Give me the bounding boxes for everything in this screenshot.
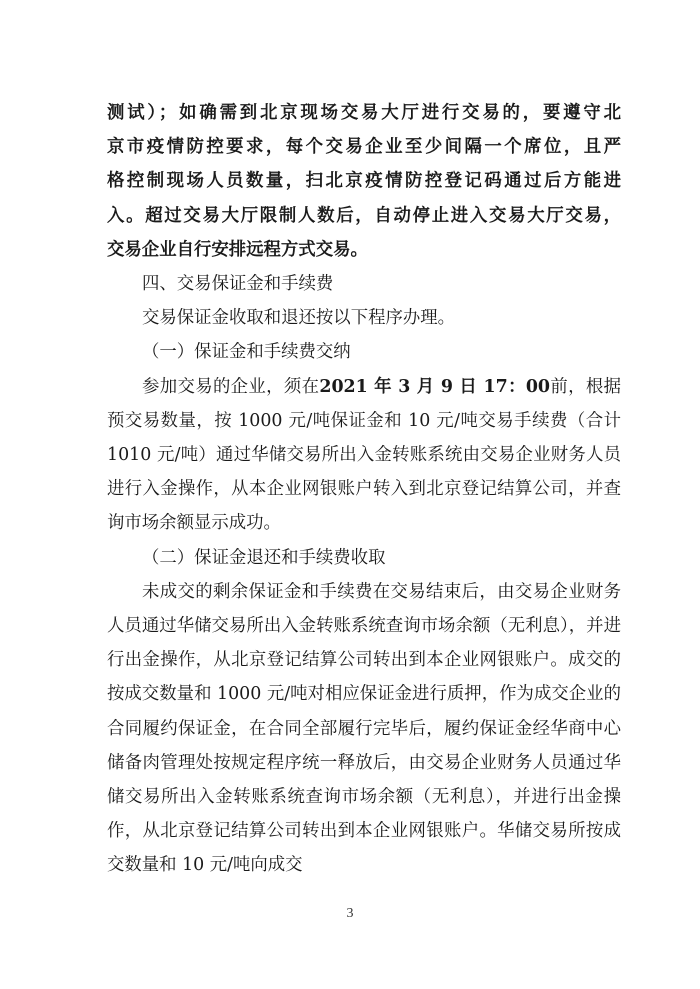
document-body xyxy=(107,96,627,883)
bold-paragraph-line-5: 交易企业自行安排远程方式交易。 xyxy=(107,239,368,260)
bold-paragraph-line-4: 入。超过交易大厅限制人数后，自动停止进入交易大厅交易， xyxy=(107,205,621,226)
subsection-heading-2: （二）保证金退还和手续费收取 xyxy=(142,547,386,568)
deadline-datetime: 2021 年 3 月 9 日 17：00 xyxy=(319,376,551,397)
subsection-heading-1: （一）保证金和手续费交纳 xyxy=(142,342,351,363)
intro-paragraph: 交易保证金收取和退还按以下程序办理。 xyxy=(142,308,456,329)
subsection-1-text-after: 前，根据预交易数量，按 1000 元/吨保证金和 10 元/吨交易手续费（合计 1010 元/吨）通过华储交易所出入金转账系统由交易企业财务人员进行入金操作，从本企业网银账户转入到北京登记结算公司，并查询市场余额显示成功。 xyxy=(107,376,627,534)
subsection-1-text-before: 参加交易的企业，须在 xyxy=(142,376,320,397)
subsection-1-paragraph xyxy=(107,370,627,541)
page-number: 3 xyxy=(346,906,354,921)
bold-paragraph-line-3: 格控制现场人员数量，扫北京疫情防控登记码通过后方能进 xyxy=(107,171,621,192)
subsection-2-paragraph: 未成交的剩余保证金和手续费在交易结束后，由交易企业财务人员通过华储交易所出入金转账系统查询市场余额（无利息），并进行出金操作，从北京登记结算公司转出到本企业网银账户。成交的按成交数量和 1000 元/吨对相应保证金进行质押，作为成交企业的合同履约保证金，在合同全部履行完毕后，履约保证金经华商中心储备肉管理处按规定程序统一释放后，由交易企业财务人员通过华储交易所出入金转账系统查询市场余额（无利息），并进行出金操作，从北京登记结算公司转出到本企业网银账户。华储交易所按成交数量和 10 元/吨向成交 xyxy=(107,581,621,876)
bold-paragraph-line-2: 京市疫情防控要求，每个交易企业至少间隔一个席位，且严 xyxy=(107,137,621,158)
section-heading: 四、交易保证金和手续费 xyxy=(142,274,334,295)
bold-paragraph-line-1: 测试）；如确需到北京现场交易大厅进行交易的，要遵守北 xyxy=(107,103,621,123)
